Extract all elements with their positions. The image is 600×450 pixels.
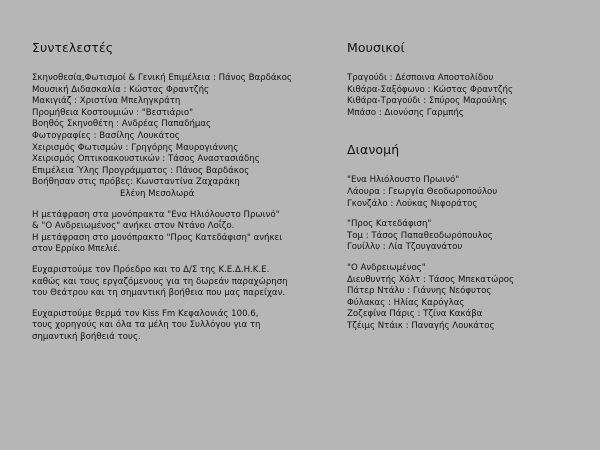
thanks-line: καθώς και τους εργαζόμενους για τη δωρεάν παραχώρηση [32,276,288,287]
thanks-line: Ευχαριστούμε τον Πρόεδρο και το Δ/Σ της Κ.Ε.Δ.Η.Κ.Ε. [32,264,270,275]
cast-heading: Διανομή [347,142,400,158]
thanks-paragraph-2 [32,309,324,344]
credit-line: Επιμέλεια Ύλης Προγράμματος : Πάνος Βαρδάκος [32,165,250,176]
cast-play-1 [347,175,587,210]
credit-line: Προμήθεια Κοστουμιών : "Βεστιάριο" [32,107,194,118]
credit-line: Βοήθησαν στις πρόβες: Κωνσταντίνα Ζαχαράκη [32,177,240,188]
role-line: Λάουρα : Γεωργία Θεοδωροπούλου [347,186,498,197]
credit-line: Βοηθός Σκηνοθέτη : Ανδρέας Παπαδήμας [32,119,212,130]
translation-note [32,210,324,256]
thanks-line: σημαντική βοήθειά τους. [32,331,141,342]
role-line: Γκονζάλο : Λούκας Νιφοράτος [347,198,478,209]
credit-line: Φωτογραφίες : Βασίλης Λουκάτος [32,130,180,141]
musicians-list [347,73,587,119]
thanks-line: τους χορηγούς και όλα τα μέλη του Συλλόγου για τη [32,320,261,331]
cast-column [347,40,587,333]
play-title: "Προς Κατεδάφιση" [347,219,432,230]
role-line: Ζοζεφίνα Πάρις : Τζίνα Κακάβα [347,309,483,320]
role-line: Τζέιμς Ντάικ : Παναγής Λουκάτος [347,320,495,331]
credit-line: Χειρισμός Οπτικοακουστικών : Τάσος Αναστασιάδης [32,154,260,165]
musician-line: Τραγούδι : Δέσποινα Αποστολίδου [347,73,494,83]
credit-line: Μακιγιάζ : Χριστίνα Μπεληγκράτη [32,96,181,107]
role-line: Πάτερ Ντάλυ : Γιάννης Νεόφυτος [347,286,492,297]
cast-play-2 [347,219,587,254]
role-line: Φύλακας : Ηλίας Καρόγλας [347,297,465,308]
translation-line: Η μετάφραση στο μονόπρακτο "Προς Κατεδάφιση" ανήκει [32,232,283,243]
credit-line: Σκηνοθεσία,Φωτισμοί & Γενική Επιμέλεια : Πάνος Βαρδάκος [32,73,292,83]
credits-column [32,40,324,343]
musician-line: Κιθάρα-Τραγούδι : Σπύρος Μαρούλης [347,96,508,107]
credit-line-continuation: Ελένη Μεσολωρά [120,188,195,199]
translation-line: Η μετάφραση στα μονόπρακτα "Ενα Ηλιόλουστο Πρωινό" [32,209,280,220]
translation-line: & "Ο Ανδρειωμένος" ανήκει στον Ντάνο Λοΐζο. [32,221,235,232]
translation-line: στον Ερρίκο Μπελιέ. [32,244,121,255]
cast-play-3 [347,263,587,333]
role-line: Τομ : Τάσος Παπαθεοδωρόπουλος [347,230,493,241]
play-title: "Ο Ανδρειωμένος" [347,262,426,273]
credits-list [32,73,324,201]
role-line: Διευθυντής Χόλτ : Τάσος Μπεκατώρος [347,274,515,285]
musician-line: Κιθάρα-Σαξόφωνο : Κώστας Φραντζής [347,84,514,95]
thanks-paragraph-1 [32,265,324,300]
credit-line: Μουσική Διδασκαλία : Κώστας Φραντζής [32,84,210,95]
play-title: "Ενα Ηλιόλουστο Πρωινό" [347,175,460,186]
musicians-heading: Μουσικοί [347,40,405,55]
thanks-line: του Θεάτρου και τη σημαντική βοήθεια που μας παρείχαν. [32,288,286,299]
thanks-line: Ευχαριστούμε θερμά τον Kiss Fm Κεφαλονιάς 100.6, [32,308,259,319]
credits-heading: Συντελεστές [32,40,114,55]
credit-line: Χειρισμός Φωτισμών : Γρηγόρης Μαυρογιάννης [32,142,239,153]
role-line: Γουίλλυ : Λία Τζουγανάτου [347,242,463,253]
musician-line: Μπάσο : Διονύσης Γαρμπής [347,107,464,118]
